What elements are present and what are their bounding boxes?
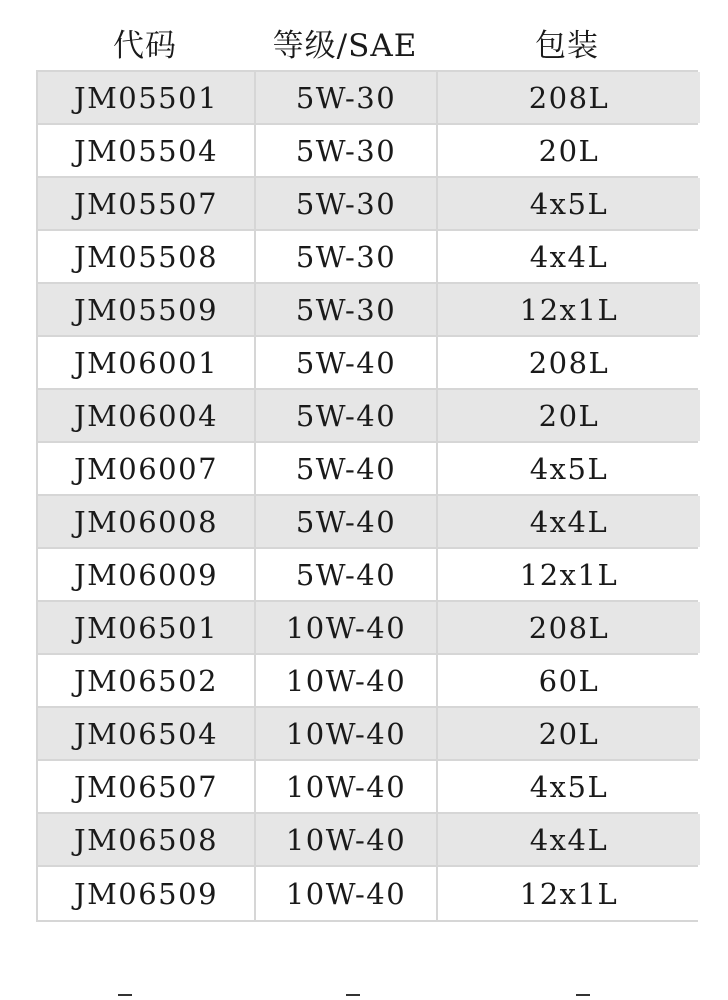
header-packaging: 包装 xyxy=(535,27,599,64)
cropped-glyph xyxy=(346,994,360,1000)
cell-packaging: 20L xyxy=(438,708,700,759)
cell-packaging: 208L xyxy=(438,602,700,653)
cell-grade: 10W-40 xyxy=(256,602,436,653)
cell-code: JM06501 xyxy=(38,602,254,653)
cell-code: JM06509 xyxy=(38,867,254,920)
cell-packaging: 4x5L xyxy=(438,761,700,812)
table-row xyxy=(38,496,696,549)
cell-code: JM06008 xyxy=(38,496,254,547)
cell-grade: 10W-40 xyxy=(256,655,436,706)
cell-grade: 10W-40 xyxy=(256,761,436,812)
table-row xyxy=(38,284,696,337)
table-row xyxy=(38,602,696,655)
cell-packaging: 4x4L xyxy=(438,231,700,282)
cell-code: JM06009 xyxy=(38,549,254,600)
cell-packaging: 20L xyxy=(438,125,700,176)
table-row xyxy=(38,390,696,443)
cell-code: JM06004 xyxy=(38,390,254,441)
table-row xyxy=(38,867,696,920)
table-row xyxy=(38,125,696,178)
cropped-glyph xyxy=(118,994,132,1000)
table-row xyxy=(38,72,696,125)
cell-grade: 5W-40 xyxy=(256,443,436,494)
cell-packaging: 208L xyxy=(438,72,700,123)
product-table xyxy=(36,70,698,922)
cropped-glyph xyxy=(576,994,590,1000)
cell-code: JM05509 xyxy=(38,284,254,335)
table-row xyxy=(38,443,696,496)
cell-grade: 5W-30 xyxy=(256,231,436,282)
cell-packaging: 208L xyxy=(438,337,700,388)
cell-grade: 5W-40 xyxy=(256,496,436,547)
cell-code: JM06502 xyxy=(38,655,254,706)
cell-packaging: 12x1L xyxy=(438,549,700,600)
cell-packaging: 4x5L xyxy=(438,178,700,229)
cell-grade: 5W-40 xyxy=(256,390,436,441)
cell-grade: 5W-30 xyxy=(256,178,436,229)
cropped-next-section xyxy=(36,984,698,1000)
cell-packaging: 12x1L xyxy=(438,867,700,920)
cell-code: JM06504 xyxy=(38,708,254,759)
table-row xyxy=(38,655,696,708)
cell-grade: 5W-30 xyxy=(256,72,436,123)
cell-grade: 5W-40 xyxy=(256,337,436,388)
table-row xyxy=(38,337,696,390)
cell-packaging: 4x5L xyxy=(438,443,700,494)
table-row xyxy=(38,549,696,602)
cell-code: JM06507 xyxy=(38,761,254,812)
cell-code: JM06007 xyxy=(38,443,254,494)
cell-code: JM05501 xyxy=(38,72,254,123)
cell-packaging: 4x4L xyxy=(438,814,700,865)
cell-packaging: 60L xyxy=(438,655,700,706)
cell-grade: 5W-30 xyxy=(256,284,436,335)
table-header xyxy=(36,14,698,70)
cell-grade: 10W-40 xyxy=(256,814,436,865)
cell-packaging: 4x4L xyxy=(438,496,700,547)
cell-code: JM06001 xyxy=(38,337,254,388)
cell-grade: 10W-40 xyxy=(256,867,436,920)
cell-code: JM05504 xyxy=(38,125,254,176)
table-row xyxy=(38,814,696,867)
cell-packaging: 20L xyxy=(438,390,700,441)
header-grade-sae: 等级/SAE xyxy=(272,27,418,64)
cell-code: JM05508 xyxy=(38,231,254,282)
table-row xyxy=(38,761,696,814)
table-row xyxy=(38,708,696,761)
cell-code: JM05507 xyxy=(38,178,254,229)
cell-grade: 5W-30 xyxy=(256,125,436,176)
table-row xyxy=(38,178,696,231)
cell-code: JM06508 xyxy=(38,814,254,865)
table-row xyxy=(38,231,696,284)
header-code: 代码 xyxy=(113,27,177,64)
cell-grade: 5W-40 xyxy=(256,549,436,600)
cell-grade: 10W-40 xyxy=(256,708,436,759)
cell-packaging: 12x1L xyxy=(438,284,700,335)
